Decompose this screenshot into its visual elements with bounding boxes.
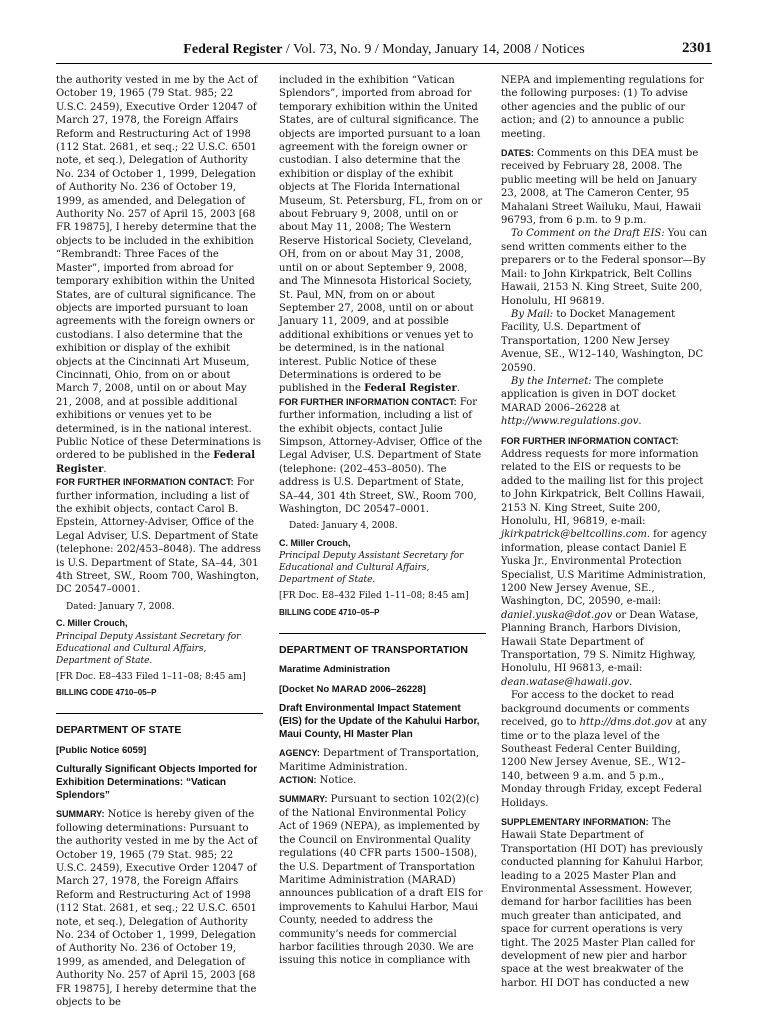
section-divider xyxy=(279,633,486,634)
column-2 xyxy=(279,74,486,968)
kirkpatrick-email: jkirkpatrick@beltcollins.com xyxy=(501,529,647,541)
department-heading: DEPARTMENT OF STATE xyxy=(56,724,182,737)
billing-code: BILLING CODE 4710–05–P xyxy=(56,688,157,698)
comment-label: To Comment on the Draft EIS: xyxy=(511,228,665,240)
fr-doc-line: [FR Doc. E8–432 Filed 1–11–08; 8:45 am] xyxy=(279,591,469,602)
regulations-url: http://www.regulations.gov xyxy=(501,416,639,428)
notice-title: Draft Environmental Impact Statement (EIS) for the Update of the Kahului Harbor, Maui County, HI Master Plan xyxy=(279,703,480,741)
column-1 xyxy=(56,74,263,1009)
dates-paragraph: DATES: Comments on this DEA must be received by February 28, 2008. The public meeting will be held on January 23, 2008, at The Cameron Center, 95 Mahalani Street Wailuku, Maui, Hawaii 96793, from 6 p.m. to 9 p.m. xyxy=(501,148,702,227)
fr-doc-line: [FR Doc. E8–433 Filed 1–11–08; 8:45 am] xyxy=(56,671,246,682)
agency-line: AGENCY: Department of Transportation, Maritime Administration. xyxy=(279,748,480,773)
page-header xyxy=(56,40,712,62)
billing-code: BILLING CODE 4710–05–P xyxy=(279,607,380,617)
department-heading: DEPARTMENT OF TRANSPORTATION xyxy=(279,644,468,657)
summary-paragraph: SUMMARY: Pursuant to section 102(2)(c) of the National Environmental Policy Act of 1969 (NEPA), as implemented by the Council on Environmental Quality regulations (40 CFR parts 1500–1508), the U.S. Department of Transportation Maritime Administration (MARAD) announces publication of a draft EIS for improvements to Kahului Harbor, Maui County, needed to address the community’s needs for commercial harbor facilities through 2030. We are issuing this notice in compliance with xyxy=(279,794,483,967)
contact-paragraph: FOR FURTHER INFORMATION CONTACT: Address requests for more information related to the EIS or requests to be added to the mailing list for this project to John Kirkpatrick, Belt Collins Hawaii, 2153 N. King Street, Suite 200, Honolulu, HI, 96819, e-mail: jkirkpatrick@beltcollins.com. for agency information, please contact Daniel E Yuska Jr., Environmental Protection Specialist, U.S Maritime Administration, 1200 New Jersey Avenue, SE., Washington, DC, 20590, e-mail: daniel.yuska@dot.gov or Dean Watase, Planning Branch, Harbors Division, Hawaii State Department of Transportation, 79 S. Nimitz Highway, Honolulu, HI 96813, e-mail: dean.watase@hawaii.gov. xyxy=(501,435,707,688)
header-title xyxy=(56,42,712,58)
public-notice-number: [Public Notice 6059] xyxy=(56,744,147,756)
summary-label: SUMMARY: xyxy=(56,809,105,820)
summary-label: SUMMARY: xyxy=(279,794,328,805)
agency-heading: Maratime Administration xyxy=(279,664,391,676)
summary-paragraph: SUMMARY: Notice is hereby given of the following determinations: Pursuant to the authority vested in me by the Act of October 19, 1965 (79 Stat. 985; 22 U.S.C. 2459), Executive Order 12047 of March 27, 1978, the Foreign Affairs Reform and Restructuring Act of 1998 (112 Stat. 2681, et seq.; 22 U.S.C. 6501 note, et seq.), Delegation of Authority No. 234 of October 1, 1999, Delegation of Authority No. 236 of October 19, 1999, as amended, and Delegation of Authority No. 257 of April 15, 2003 [68 FR 19875], I hereby determine that the objects to be xyxy=(56,809,258,1008)
federal-register-ref: Federal Register xyxy=(364,383,457,395)
contact-label: FOR FURTHER INFORMATION CONTACT: xyxy=(56,477,234,488)
contact-paragraph: FOR FURTHER INFORMATION CONTACT: For further information, including a list of the exhibit objects, contact Julie Simpson, Attorney-Adviser, Office of the Legal Adviser, U.S. Department of State (telephone: (202–453–8050). The address is U.S. Department of State, SA–44, 301 4th Street, SW., Room 700, Washington, DC 20547–0001. xyxy=(279,396,483,515)
issue-details: / Vol. 73, No. 9 / Monday, January 14, 2008 / Notices xyxy=(282,42,585,57)
contact-paragraph: FOR FURTHER INFORMATION CONTACT: For further information, including a list of the exhibit objects, contact Carol B. Epstein, Attorney-Adviser, Office of the Legal Adviser, U.S. Department of State (telephone: 202/453–8048). The address is U.S. Department of State, SA–44, 301 4th Street, SW., Room 700, Washington, DC 20547–0001. xyxy=(56,477,261,596)
by-mail-label: By Mail: xyxy=(511,308,554,320)
signer-title: Principal Deputy Assistant Secretary for Educational and Cultural Affairs, Department of State. xyxy=(56,631,241,666)
dates-label: DATES: xyxy=(501,148,534,159)
by-mail-paragraph: By Mail: to Docket Management Facility, U.S. Department of Transportation, 1200 New Jersey Avenue, SE., W12–140, Washington, DC 20590. xyxy=(501,308,704,374)
yuska-email: daniel.yuska@dot.gov xyxy=(501,609,613,621)
dated-line: Dated: January 4, 2008. xyxy=(289,521,398,532)
supplementary-paragraph: SUPPLEMENTARY INFORMATION: The Hawaii State Department of Transportation (HI DOT) has previously conducted planning for Kahului Harbor, leading to a 2025 Master Plan and Environmental Assessment. However, demand for harbor facilities has been much greater than anticipated, and space for current operations is very tight. The 2025 Master Plan called for development of new pier and harbor space at the west breakwater of the harbor. HI DOT has conducted a new xyxy=(501,816,704,989)
federal-register-ref: Federal Register xyxy=(56,450,256,475)
docket-number: [Docket No MARAD 2006–26228] xyxy=(279,683,426,695)
contact-label: FOR FURTHER INFORMATION CONTACT: xyxy=(279,396,457,407)
dms-url: http://dms.dot.gov xyxy=(579,717,673,729)
contact-label: FOR FURTHER INFORMATION CONTACT: xyxy=(501,435,679,446)
comment-paragraph: To Comment on the Draft EIS: You can send written comments either to the preparers or to the Federal sponsor—By Mail: to John Kirkpatrick, Belt Collins Hawaii, 2153 N. King Street, Suite 200, Honolulu, HI 96819. xyxy=(501,228,708,307)
nepa-purpose: NEPA and implementing regulations for the following purposes: (1) To advise other agencies and the public of our action; and (2) to announce a public meeting. xyxy=(501,75,704,140)
agency-label: AGENCY: xyxy=(279,748,320,759)
signer-name: C. Miller Crouch, xyxy=(56,618,128,629)
action-line: ACTION: Notice. xyxy=(279,775,357,787)
journal-name: Federal Register xyxy=(183,42,283,57)
section-divider xyxy=(56,713,263,714)
action-label: ACTION: xyxy=(279,775,317,786)
column-3 xyxy=(501,74,708,990)
dated-line: Dated: January 7, 2008. xyxy=(66,601,175,612)
watase-email: dean.watase@hawaii.gov xyxy=(501,676,630,688)
rembrandt-determination: the authority vested in me by the Act of October 19, 1965 (79 Stat. 985; 22 U.S.C. 2459), Executive Order 12047 of March 27, 1978, the Foreign Affairs Reform and Restructuring Act of 1998 (112 Stat. 2681, et seq.; 22 U.S.C. 6501 note, et seq.), Delegation of Authority No. 234 of October 1, 1999, Delegation of Authority No. 236 of October 19, 1999, as amended, and Delegation of Authority No. 257 of April 15, 2003 [68 FR 19875], I hereby determine that the objects to be included in the exhibition “Rembrandt: Three Faces of the Master”, imported from abroad for temporary exhibition within the United States, are of cultural significance. The objects are imported pursuant to loan agreements with the foreign owners or custodians. I also determine that the exhibition or display of the exhibit objects at the Cincinnati Art Museum, Cincinnati, Ohio, from on or about March 7, 2008, until on or about May 21, 2008, and at possible additional exhibitions or venues yet to be determined, is in the national interest. Public Notice of these Determinations is ordered to be published in the Federal Register. xyxy=(56,75,261,475)
signer-name: C. Miller Crouch, xyxy=(279,537,351,548)
internet-label: By the Internet: xyxy=(511,375,592,387)
notice-title: Culturally Significant Objects Imported for Exhibition Determinations: “Vatican Splendors” xyxy=(56,764,258,802)
docket-access-paragraph: For access to the docket to read background documents or comments received, go to http://dms.dot.gov at any time or to the plaza level of the Southeast Federal Center Building, 1200 New Jersey Avenue, SE., W12–140, between 9 a.m. and 5 p.m., Monday through Friday, except Federal Holidays. xyxy=(501,690,707,809)
internet-paragraph: By the Internet: The complete application is given in DOT docket MARAD 2006–26228 at http://www.regulations.gov. xyxy=(501,375,676,428)
page-number: 2301 xyxy=(682,40,712,56)
signer-title: Principal Deputy Assistant Secretary for Educational and Cultural Affairs, Department of State. xyxy=(279,551,464,586)
vatican-determination: included in the exhibition “Vatican Splendors”, imported from abroad for temporary exhibition within the United States, are of cultural significance. The objects are imported pursuant to a loan agreement with the foreign owner or custodian. I also determine that the exhibition or display of the exhibit objects at The Florida International Museum, St. Petersburg, FL, from on or about February 9, 2008, until on or about May 11, 2008; The Western Reserve Historical Society, Cleveland, OH, from on or about May 31, 2008, until on or about September 9, 2008, and The Minnesota Historical Society, St. Paul, MN, from on or about September 27, 2008, until on or about January 11, 2009, and at possible additional exhibitions or venues yet to be determined, is in the national interest. Public Notice of these Determinations is ordered to be published in the Federal Register. xyxy=(279,75,483,395)
supplementary-label: SUPPLEMENTARY INFORMATION: xyxy=(501,816,649,827)
header-rule xyxy=(56,63,712,64)
